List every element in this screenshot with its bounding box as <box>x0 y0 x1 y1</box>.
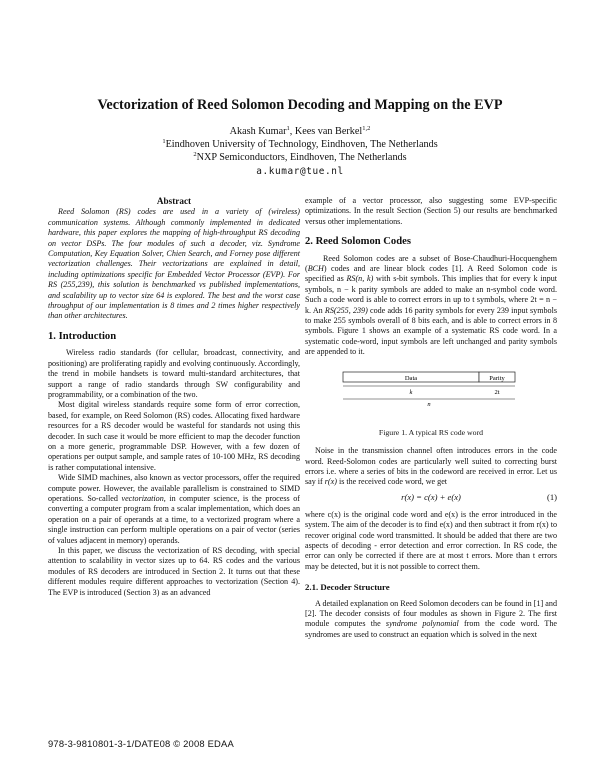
dec-p-emphasis: syndrome polynomial <box>385 619 459 629</box>
author-email: a.kumar@tue.nl <box>256 165 344 177</box>
affiliation-2-text: NXP Semiconductors, Eindhoven, The Netherlands <box>196 152 407 164</box>
copyright-footer: 978-3-9810801-3-1/DATE08 © 2008 EDAA <box>48 738 234 749</box>
parity-label: Parity <box>489 374 505 382</box>
rs-codes-heading: 2. Reed Solomon Codes <box>305 236 411 248</box>
paper-title: Vectorization of Reed Solomon Decoding and Mapping on the EVP <box>97 97 503 113</box>
author-block <box>40 125 560 178</box>
decoder-structure-heading: 2.1. Decoder Structure <box>305 582 390 593</box>
affiliation-1-text: Eindhoven University of Technology, Eindhoven, The Netherlands <box>165 139 438 151</box>
noise-p-a: Noise in the transmission channel often introduces errors in the code word. Reed-Solomon codes are particularly well suited to correcting burst errors i.e. where a series of bits in the codeword are received in error. Let us say if <box>305 446 557 487</box>
dec-p-a: A detailed explanation on Reed Solomon decoders can be found in [1] and [2]. The decoder consists of four modules as shown in Figure 2. The first module computes the <box>305 598 557 629</box>
rs-p1-a: Reed Solomon codes are a subset of Bose-Chaudhuri-Hocquenghem ( <box>305 253 557 274</box>
decoder-structure-paragraph <box>305 599 557 641</box>
author-2: Kees van Berkel <box>294 126 363 137</box>
figure-1-caption: Figure 1. A typical RS code word <box>378 427 484 437</box>
rs-p1-d: code adds 16 parity symbols for every 239 input symbols to make 255 symbols overall of 8 bits each, and is able to correct errors in 8 symbols. Figure 1 shows an example of a systematic RS code word. In a systematic code-word, input symbols are left unchanged and parity symbols are appended to it. <box>305 305 557 357</box>
figure-1-rs-code-word <box>305 366 557 426</box>
intro-heading: 1. Introduction <box>48 330 117 342</box>
equation-1-expression: r(x) = c(x) + e(x) <box>401 491 461 502</box>
noise-p-b: is the received code word, we get <box>336 477 448 487</box>
author-names <box>40 125 560 138</box>
rs-paragraph-1 <box>305 254 557 358</box>
intro-paragraph-3 <box>48 473 300 546</box>
n-label: n <box>427 400 431 408</box>
noise-paragraph <box>305 446 557 488</box>
equation-1 <box>305 492 557 506</box>
rs-p1-rsnk: RS(n, k) <box>346 274 374 284</box>
author-1-sup: 1 <box>286 125 290 132</box>
affiliation-1-sup: 1 <box>162 138 166 146</box>
intro-p3-emphasis: vectorization <box>121 493 164 503</box>
abstract-heading: Abstract <box>156 196 192 206</box>
data-label: Data <box>404 374 418 382</box>
left-column <box>48 196 300 598</box>
intro-paragraph-4: In this paper, we discuss the vectorization of RS decoding, with special attention to scalability in vector sizes up to 64. RS codes and the various modules of RS decoders are introduced in Section 2. It turns out that these different modules require different approaches to vectorization (Section 4). The EVP is introduced (Section 3) as an advanced <box>48 546 300 597</box>
affiliation-2 <box>40 151 560 164</box>
affiliation-2-sup: 2 <box>193 151 197 159</box>
right-column <box>305 196 557 640</box>
dec-p-b: from the code word. The syndromes are used to construct an equation which is solved in the next <box>305 619 557 639</box>
intro-p3-pre: Wide SIMD machines, also known as vector processors, offer the required compute power. However, the available parallelism is constrained to SIMD operations. So-called <box>48 473 300 503</box>
author-2-sup: 1,2 <box>362 125 371 132</box>
intro-paragraph-1: Wireless radio standards (for cellular, broadcast, connectivity, and positioning) are proliferating rapidly and evolving continuously. Accordingly, the trend in mobile handsets is toward multi-standard architectures, that support a range of radio standards through SW configurability and programmability, or a combination of the two. <box>48 348 300 399</box>
author-sep: , <box>289 126 295 137</box>
2t-label: 2t <box>494 388 500 396</box>
abstract-text: Reed Solomon (RS) codes are used in a variety of (wireless) communication systems. Although commonly implemented in dedicated hardware, this paper explores the mapping of high-throughput RS decoding on vector DSPs. The four modules of such a decoder, viz. Syndrome Computation, Key Equation Solver, Chien Search, and Forney pose different vectorization challenges. Their vectorizations are explained in detail, including optimizations specific for Embedded Vector Processor (EVP). For RS (255,239), this solution is benchmarked vs published implementations, and scalability up to vector size 64 is explored. The best and the worst case throughput of our implementation is 8 times and 2 times higher respectively than other architectures. <box>48 207 300 321</box>
rs-p1-bch: BCH <box>307 264 324 274</box>
affiliation-1 <box>40 138 560 151</box>
author-1: Akash Kumar <box>229 126 287 137</box>
k-label: k <box>409 388 413 396</box>
code-word-diagram <box>305 366 557 426</box>
intro-continuation: example of a vector processor, also suggesting some EVP-specific optimizations. In the result Section (Section 5) our results are benchmarked versus other implementations. <box>305 196 557 226</box>
after-equation-paragraph: where c(x) is the original code word and e(x) is the error introduced in the system. The aim of the decoder is to find e(x) and then subtract it from r(x) to recover original code word transmitted. It should be added that there are two aspects of decoding - error detection and error correction. In RS code, the error can only be corrected if there are at most t errors. More than t errors may be detected, but it is not possible to correct them. <box>305 509 557 571</box>
abstract-section <box>48 196 300 322</box>
intro-p3-post: , in computer science, is the process of converting a computer program from a scalar implementation, which does an operation on a pair of operands at a time, to a vectorized program where a single instruction can perform multiple operations on a pair of vector (series of values adjacent in memory) operands. <box>48 493 300 545</box>
rs-p1-c: with s-bit symbols. This implies that for every k input symbols, n − k parity symbols are added to make an n-symbol code word. Such a code word is able to correct errors in up to t symbols, where 2t = n − k. An <box>305 274 557 315</box>
equation-1-number: (1) <box>546 491 557 502</box>
rs-p1-rs255: RS(255, 239) <box>324 305 368 315</box>
noise-p-rx: r(x) <box>324 477 337 487</box>
intro-paragraph-2: Most digital wireless standards require some form of error correction, based, for example, on Reed Solomon (RS) codes. Allocating fixed hardware resources for a RS decoder would be wasteful for standards not using this decoder. In such case it would be more efficient to map the decoder function on a more generic, programmable DSP. However, with a few dozen of operations per output sample, and sample rates of 10-100 MHz, RS decoding is rather computational intensive. <box>48 400 300 472</box>
rs-p1-b: ) codes and are linear block codes [1]. A Reed Solomon code is specified as <box>305 264 557 284</box>
